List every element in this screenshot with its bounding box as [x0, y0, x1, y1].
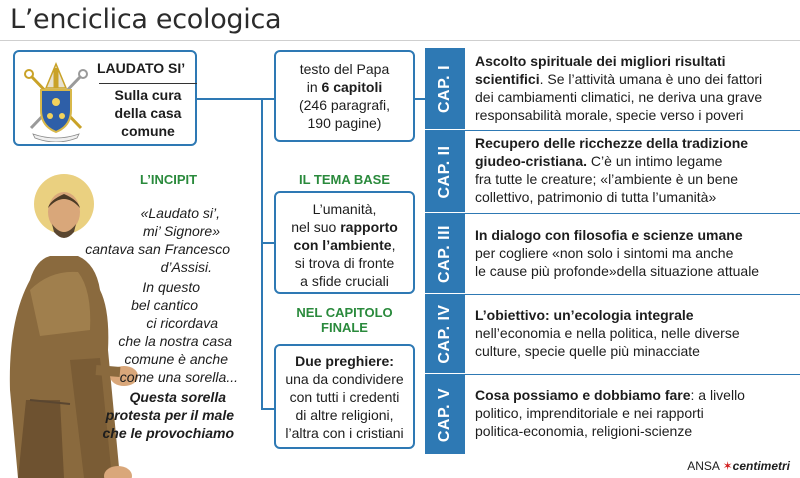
- chapter-1-body: responsabilità morale, specie verso i poveri: [475, 107, 744, 123]
- connector-line: [261, 98, 275, 100]
- tema-line: [276, 236, 413, 254]
- chapter-3-heading: In dialogo con filosofia e scienze umane: [475, 227, 743, 243]
- chapter-tab-label: CAP. III: [436, 224, 453, 283]
- chapter-tab-label: CAP. II: [436, 145, 453, 198]
- chapter-2-heading: giudeo-cristiana.: [475, 153, 588, 169]
- chapter-divider: [425, 294, 800, 295]
- page-title: L’enciclica ecologica: [10, 4, 282, 35]
- chapter-5-heading: Cosa possiamo e dobbiamo fare: [475, 387, 691, 403]
- chapter-3-body: le cause più profonde»della situazione attuale: [475, 263, 760, 279]
- incipit-line: comune è anche: [124, 351, 228, 367]
- credits: [687, 459, 790, 473]
- tema-line: si trova di fronte: [294, 255, 395, 271]
- encyclical-name: LAUDATO SI’: [97, 60, 186, 76]
- tema-plain: nel suo: [291, 219, 341, 235]
- tema-base-heading: IL TEMA BASE: [298, 172, 390, 187]
- incipit-line: mi’ Signore»: [142, 223, 220, 239]
- chapter-tab-4: [425, 295, 465, 373]
- papal-coat-of-arms-icon: [21, 58, 91, 142]
- partner-credit: centimetri: [732, 459, 790, 473]
- final-chapter-box: [274, 344, 415, 449]
- incipit-line-bold: Questa sorella: [129, 389, 226, 405]
- chapter-2-body: fra tutte le creature; «l’ambiente è un bene: [475, 171, 739, 187]
- prayers-line: l’altra con i cristiani: [285, 425, 404, 441]
- chapter-4-body: culture, specie quelle più minacciate: [475, 343, 700, 359]
- incipit-line: ci ricordava: [146, 315, 218, 331]
- chapter-4-text: [475, 306, 795, 360]
- text-info-line: 190 pagine): [307, 115, 382, 131]
- chapter-1-heading: Ascolto spirituale dei migliori risultati: [475, 53, 726, 69]
- prayers-title: Due preghiere:: [295, 353, 394, 369]
- tema-line: L’umanità,: [312, 201, 377, 217]
- text-info-box: [274, 50, 415, 142]
- chapter-3-text: [475, 226, 795, 280]
- incipit-line: cantava san Francesco: [85, 241, 230, 257]
- prayers-line: una da condividere: [285, 371, 404, 387]
- incipit-line: bel cantico: [131, 297, 198, 313]
- encyclical-subtitle: [99, 83, 197, 140]
- encyclical-subtitle-line: Sulla cura: [114, 87, 182, 103]
- chapter-tab-2: [425, 131, 465, 212]
- chapter-1-body: dei cambiamenti climatici, ne deriva una grave: [475, 89, 763, 105]
- incipit-line: d’Assisi.: [160, 259, 212, 275]
- chapter-2-body: collettivo, patrimonio di tutta l’umanità»: [475, 189, 717, 205]
- text-info-line: (246 paragrafi,: [298, 97, 391, 113]
- chapter-tab-label: CAP. V: [436, 387, 453, 442]
- text-info-plain: in: [306, 79, 322, 95]
- incipit-line: In questo: [142, 279, 200, 295]
- final-chapter-heading-line: FINALE: [321, 320, 368, 335]
- tema-bold: rapporto: [340, 219, 398, 235]
- chapter-tab-label: CAP. IV: [436, 304, 453, 364]
- chapter-1-heading: scientifici: [475, 71, 540, 87]
- prayers-line: di altre religioni,: [295, 407, 394, 423]
- incipit-line-bold: protesta per il male: [105, 407, 234, 423]
- chapter-tab-label: CAP. I: [436, 64, 453, 113]
- chapter-3-body: per cogliere «non solo i sintomi ma anche: [475, 245, 734, 261]
- text-info-line: testo del Papa: [299, 61, 390, 77]
- final-chapter-heading: [274, 305, 415, 335]
- connector-line: [261, 242, 275, 244]
- text-info-line: [276, 78, 413, 96]
- tema-line: [276, 218, 413, 236]
- incipit-line-bold: che le provochiamo: [102, 425, 234, 441]
- tema-base-box: [274, 191, 415, 294]
- encyclical-subtitle-line: della casa: [114, 105, 182, 121]
- chapter-tab-3: [425, 214, 465, 293]
- incipit-heading: L’INCIPIT: [140, 172, 198, 187]
- prayers-line: con tutti i credenti: [289, 389, 400, 405]
- chapter-divider: [425, 213, 800, 214]
- agency-credit: ANSA: [687, 459, 720, 473]
- chapter-5-body: politica-economia, religioni-scienze: [475, 423, 693, 439]
- chapter-divider: [425, 374, 800, 375]
- title-divider: [0, 40, 800, 41]
- chapter-1-text: [475, 52, 795, 124]
- chapter-5-body: : a livello: [690, 387, 745, 403]
- tema-bold: con l’ambiente: [293, 237, 392, 253]
- tema-plain: ,: [391, 237, 396, 253]
- incipit-line: «Laudato si’,: [140, 205, 220, 221]
- connector-line: [261, 408, 275, 410]
- incipit-line: come una sorella...: [119, 369, 238, 385]
- chapter-4-heading: L’obiettivo: un’ecologia integrale: [475, 307, 694, 323]
- chapter-divider: [425, 130, 800, 131]
- chapter-tab-1: [425, 48, 465, 129]
- tema-line: a sfide cruciali: [300, 273, 389, 289]
- chapter-4-body: nell’economia e nella politica, nelle diverse: [475, 325, 740, 341]
- connector-line: [196, 98, 262, 100]
- connector-line: [261, 98, 263, 410]
- chapter-2-text: [475, 134, 795, 206]
- incipit-line: che la nostra casa: [118, 333, 232, 349]
- chapters-count: 6 capitoli: [321, 79, 383, 95]
- final-chapter-heading-line: NEL CAPITOLO: [296, 305, 393, 320]
- chapter-1-body: . Se l’attività umana è uno dei fattori: [539, 71, 763, 87]
- encyclical-subtitle-line: comune: [121, 123, 175, 139]
- chapter-tab-5: [425, 375, 465, 454]
- chapter-5-text: [475, 386, 795, 440]
- chapter-5-body: politico, imprenditoriale e nei rapporti: [475, 405, 704, 421]
- encyclical-logo-box: [13, 50, 197, 146]
- chapter-2-body: C’è un intimo legame: [587, 153, 723, 169]
- partner-logo-mark-icon: ✶: [722, 459, 733, 473]
- chapter-2-heading: Recupero delle ricchezze della tradizione: [475, 135, 749, 151]
